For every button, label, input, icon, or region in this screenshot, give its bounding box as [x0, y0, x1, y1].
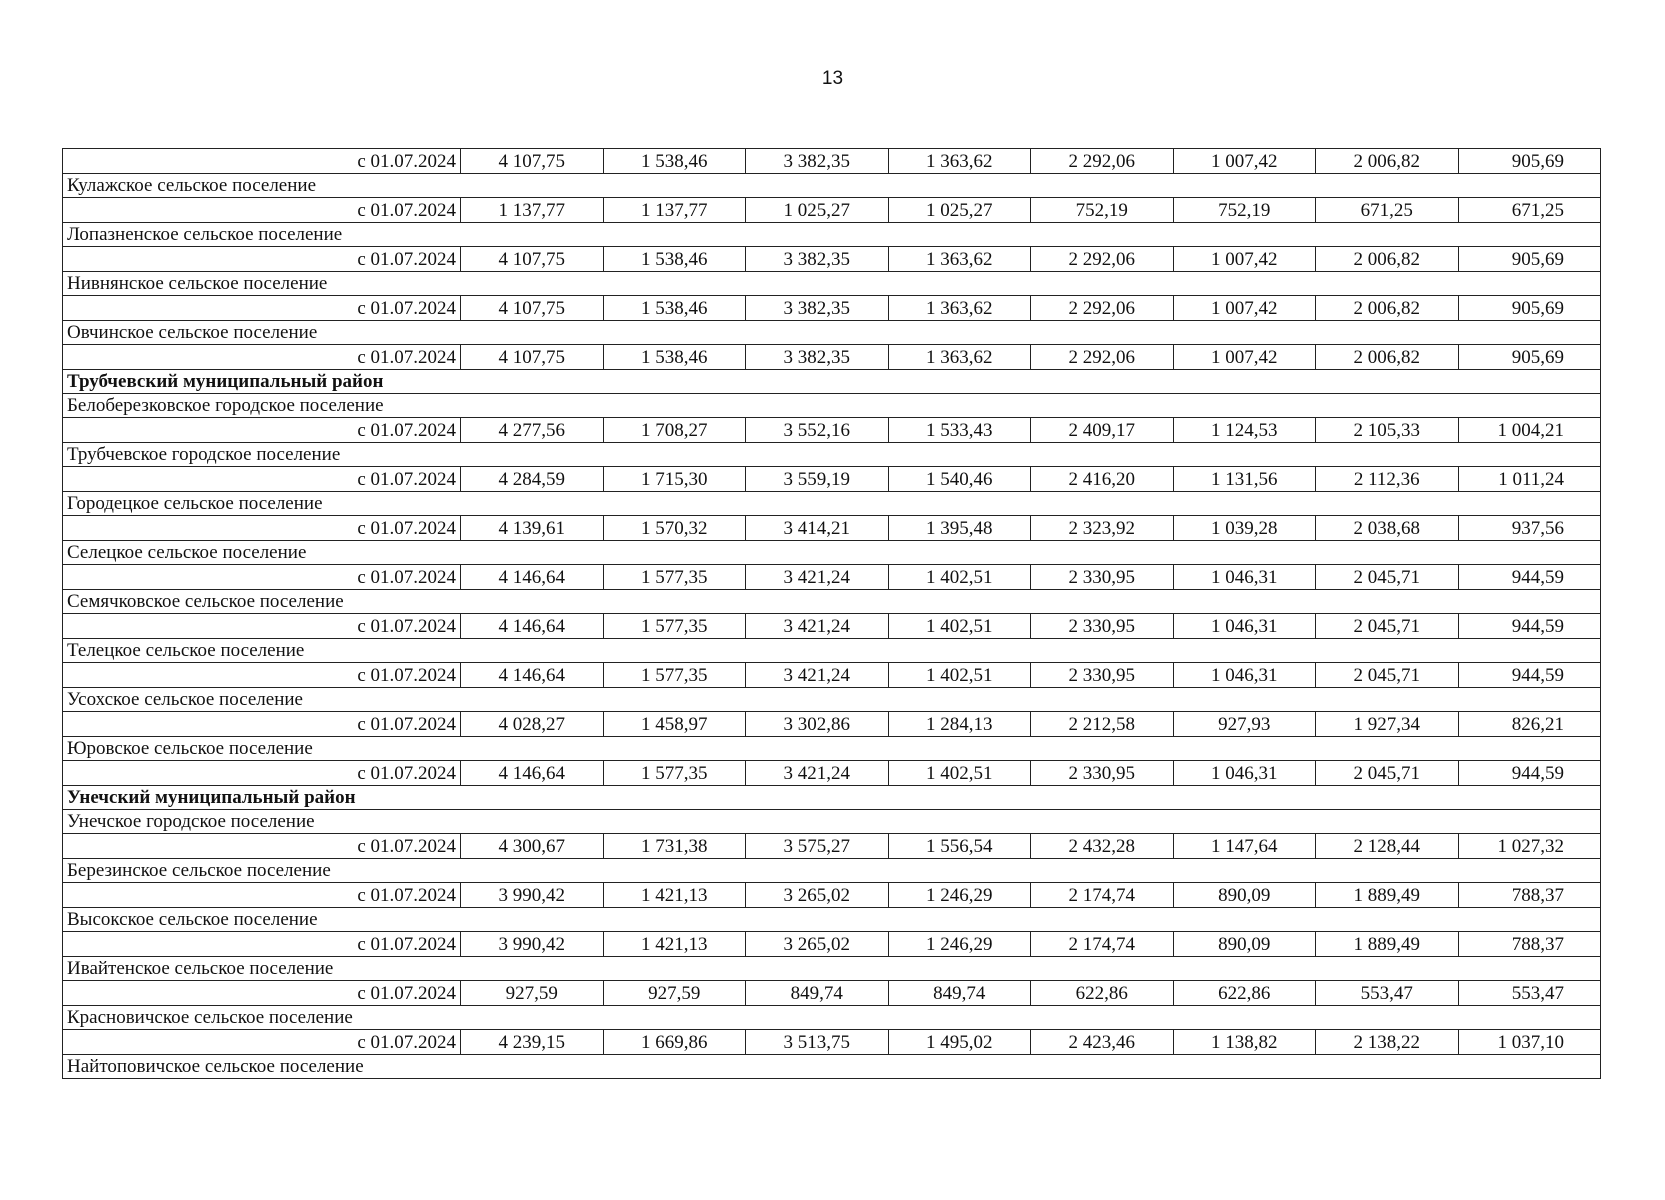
effective-date-cell: с 01.07.2024: [63, 198, 461, 223]
effective-date-cell: с 01.07.2024: [63, 981, 461, 1006]
tariff-value-cell: 1 007,42: [1173, 149, 1316, 174]
tariff-value-cell: 3 513,75: [746, 1030, 889, 1055]
tariff-value-cell: 2 292,06: [1031, 247, 1174, 272]
effective-date-cell: с 01.07.2024: [63, 149, 461, 174]
tariff-value-cell: 1 025,27: [888, 198, 1031, 223]
settlement-header-row: [63, 321, 1601, 345]
tariff-value-cell: 1 037,10: [1458, 1030, 1601, 1055]
tariff-value-cell: 2 330,95: [1031, 663, 1174, 688]
tariff-value-cell: 671,25: [1458, 198, 1601, 223]
tariff-value-cell: 1 538,46: [603, 296, 746, 321]
tariff-value-cell: 2 045,71: [1316, 663, 1459, 688]
tariff-value-cell: 4 028,27: [461, 712, 604, 737]
tariff-value-cell: 2 212,58: [1031, 712, 1174, 737]
settlement-header-row: [63, 688, 1601, 712]
table-body: [63, 149, 1601, 1079]
settlement-name: Ивайтенское сельское поселение: [63, 957, 1601, 981]
tariff-value-cell: 4 146,64: [461, 761, 604, 786]
tariff-value-cell: 1 246,29: [888, 932, 1031, 957]
tariff-value-cell: 1 137,77: [603, 198, 746, 223]
tariff-value-cell: 1 402,51: [888, 614, 1031, 639]
tariff-value-cell: 1 533,43: [888, 418, 1031, 443]
tariff-value-cell: 2 128,44: [1316, 834, 1459, 859]
tariff-value-cell: 1 046,31: [1173, 614, 1316, 639]
tariff-row: [63, 149, 1601, 174]
tariff-value-cell: 1 147,64: [1173, 834, 1316, 859]
tariff-value-cell: 1 402,51: [888, 761, 1031, 786]
tariff-value-cell: 3 990,42: [461, 932, 604, 957]
tariff-value-cell: 1 421,13: [603, 932, 746, 957]
effective-date-cell: с 01.07.2024: [63, 565, 461, 590]
settlement-name: Усохское сельское поселение: [63, 688, 1601, 712]
tariff-value-cell: 4 300,67: [461, 834, 604, 859]
tariff-value-cell: 4 146,64: [461, 663, 604, 688]
settlement-name: Лопазненское сельское поселение: [63, 223, 1601, 247]
settlement-name: Найтоповичское сельское поселение: [63, 1055, 1601, 1079]
tariff-value-cell: 1 046,31: [1173, 761, 1316, 786]
settlement-header-row: [63, 1006, 1601, 1030]
tariff-value-cell: 553,47: [1316, 981, 1459, 1006]
tariff-value-cell: 3 382,35: [746, 345, 889, 370]
tariff-value-cell: 1 046,31: [1173, 663, 1316, 688]
tariff-value-cell: 1 246,29: [888, 883, 1031, 908]
tariff-value-cell: 1 007,42: [1173, 296, 1316, 321]
tariff-value-cell: 1 538,46: [603, 247, 746, 272]
tariff-value-cell: 2 174,74: [1031, 883, 1174, 908]
tariff-value-cell: 4 107,75: [461, 345, 604, 370]
tariff-value-cell: 1 889,49: [1316, 883, 1459, 908]
settlement-name: Юровское сельское поселение: [63, 737, 1601, 761]
tariff-table: [62, 148, 1601, 1079]
tariff-value-cell: 905,69: [1458, 247, 1601, 272]
tariff-value-cell: 4 146,64: [461, 565, 604, 590]
effective-date-cell: с 01.07.2024: [63, 1030, 461, 1055]
tariff-value-cell: 2 038,68: [1316, 516, 1459, 541]
tariff-value-cell: 944,59: [1458, 761, 1601, 786]
tariff-value-cell: 1 540,46: [888, 467, 1031, 492]
settlement-name: Нивнянское сельское поселение: [63, 272, 1601, 296]
tariff-value-cell: 890,09: [1173, 932, 1316, 957]
effective-date-cell: с 01.07.2024: [63, 296, 461, 321]
settlement-header-row: [63, 859, 1601, 883]
tariff-value-cell: 2 409,17: [1031, 418, 1174, 443]
effective-date-cell: с 01.07.2024: [63, 761, 461, 786]
tariff-value-cell: 1 669,86: [603, 1030, 746, 1055]
tariff-value-cell: 3 575,27: [746, 834, 889, 859]
effective-date-cell: с 01.07.2024: [63, 247, 461, 272]
tariff-value-cell: 622,86: [1031, 981, 1174, 1006]
tariff-value-cell: 1 363,62: [888, 247, 1031, 272]
settlement-header-row: [63, 223, 1601, 247]
tariff-value-cell: 3 421,24: [746, 614, 889, 639]
tariff-value-cell: 944,59: [1458, 614, 1601, 639]
tariff-value-cell: 2 292,06: [1031, 296, 1174, 321]
tariff-value-cell: 2 330,95: [1031, 565, 1174, 590]
effective-date-cell: с 01.07.2024: [63, 663, 461, 688]
settlement-header-row: [63, 174, 1601, 198]
tariff-value-cell: 1 538,46: [603, 345, 746, 370]
tariff-row: [63, 883, 1601, 908]
settlement-header-row: [63, 908, 1601, 932]
tariff-value-cell: 905,69: [1458, 345, 1601, 370]
tariff-value-cell: 1 025,27: [746, 198, 889, 223]
tariff-value-cell: 1 138,82: [1173, 1030, 1316, 1055]
settlement-name: Высокское сельское поселение: [63, 908, 1601, 932]
district-name: Трубчевский муниципальный район: [63, 370, 1601, 394]
tariff-value-cell: 1 570,32: [603, 516, 746, 541]
tariff-value-cell: 826,21: [1458, 712, 1601, 737]
tariff-row: [63, 345, 1601, 370]
tariff-value-cell: 890,09: [1173, 883, 1316, 908]
tariff-value-cell: 2 174,74: [1031, 932, 1174, 957]
effective-date-cell: с 01.07.2024: [63, 467, 461, 492]
effective-date-cell: с 01.07.2024: [63, 345, 461, 370]
district-header-row: [63, 786, 1601, 810]
tariff-value-cell: 3 421,24: [746, 565, 889, 590]
tariff-value-cell: 1 039,28: [1173, 516, 1316, 541]
tariff-value-cell: 1 004,21: [1458, 418, 1601, 443]
tariff-row: [63, 932, 1601, 957]
tariff-value-cell: 2 323,92: [1031, 516, 1174, 541]
tariff-value-cell: 937,56: [1458, 516, 1601, 541]
settlement-name: Трубчевское городское поселение: [63, 443, 1601, 467]
tariff-value-cell: 2 045,71: [1316, 614, 1459, 639]
tariff-value-cell: 3 552,16: [746, 418, 889, 443]
tariff-value-cell: 3 421,24: [746, 761, 889, 786]
tariff-value-cell: 2 006,82: [1316, 247, 1459, 272]
settlement-name: Овчинское сельское поселение: [63, 321, 1601, 345]
tariff-value-cell: 2 006,82: [1316, 149, 1459, 174]
tariff-row: [63, 981, 1601, 1006]
settlement-name: Селецкое сельское поселение: [63, 541, 1601, 565]
settlement-name: Унечское городское поселение: [63, 810, 1601, 834]
settlement-header-row: [63, 1055, 1601, 1079]
tariff-row: [63, 663, 1601, 688]
settlement-name: Телецкое сельское поселение: [63, 639, 1601, 663]
tariff-value-cell: 927,59: [461, 981, 604, 1006]
tariff-value-cell: 1 284,13: [888, 712, 1031, 737]
tariff-value-cell: 2 006,82: [1316, 296, 1459, 321]
tariff-value-cell: 3 990,42: [461, 883, 604, 908]
tariff-value-cell: 1 927,34: [1316, 712, 1459, 737]
tariff-value-cell: 905,69: [1458, 149, 1601, 174]
effective-date-cell: с 01.07.2024: [63, 932, 461, 957]
tariff-value-cell: 944,59: [1458, 565, 1601, 590]
tariff-value-cell: 1 538,46: [603, 149, 746, 174]
tariff-value-cell: 2 138,22: [1316, 1030, 1459, 1055]
tariff-value-cell: 622,86: [1173, 981, 1316, 1006]
effective-date-cell: с 01.07.2024: [63, 712, 461, 737]
settlement-header-row: [63, 737, 1601, 761]
tariff-value-cell: 1 046,31: [1173, 565, 1316, 590]
tariff-value-cell: 3 302,86: [746, 712, 889, 737]
effective-date-cell: с 01.07.2024: [63, 834, 461, 859]
tariff-value-cell: 1 577,35: [603, 761, 746, 786]
tariff-value-cell: 3 414,21: [746, 516, 889, 541]
tariff-row: [63, 834, 1601, 859]
tariff-row: [63, 565, 1601, 590]
tariff-value-cell: 1 363,62: [888, 149, 1031, 174]
tariff-value-cell: 1 027,32: [1458, 834, 1601, 859]
settlement-header-row: [63, 272, 1601, 296]
tariff-row: [63, 467, 1601, 492]
tariff-value-cell: 553,47: [1458, 981, 1601, 1006]
effective-date-cell: с 01.07.2024: [63, 418, 461, 443]
tariff-value-cell: 927,59: [603, 981, 746, 1006]
tariff-value-cell: 4 107,75: [461, 296, 604, 321]
tariff-value-cell: 752,19: [1173, 198, 1316, 223]
tariff-value-cell: 3 265,02: [746, 932, 889, 957]
tariff-value-cell: 2 045,71: [1316, 565, 1459, 590]
tariff-value-cell: 4 239,15: [461, 1030, 604, 1055]
tariff-row: [63, 247, 1601, 272]
tariff-value-cell: 927,93: [1173, 712, 1316, 737]
settlement-name: Березинское сельское поселение: [63, 859, 1601, 883]
tariff-value-cell: 1 577,35: [603, 663, 746, 688]
tariff-row: [63, 761, 1601, 786]
tariff-value-cell: 1 011,24: [1458, 467, 1601, 492]
tariff-value-cell: 2 292,06: [1031, 149, 1174, 174]
settlement-name: Городецкое сельское поселение: [63, 492, 1601, 516]
tariff-value-cell: 944,59: [1458, 663, 1601, 688]
tariff-value-cell: 1 007,42: [1173, 345, 1316, 370]
page-number: 13: [821, 68, 844, 89]
settlement-header-row: [63, 590, 1601, 614]
tariff-value-cell: 1 402,51: [888, 663, 1031, 688]
tariff-row: [63, 418, 1601, 443]
tariff-value-cell: 1 577,35: [603, 565, 746, 590]
tariff-value-cell: 3 382,35: [746, 149, 889, 174]
tariff-value-cell: 1 007,42: [1173, 247, 1316, 272]
tariff-row: [63, 614, 1601, 639]
tariff-value-cell: 4 277,56: [461, 418, 604, 443]
tariff-value-cell: 1 124,53: [1173, 418, 1316, 443]
tariff-value-cell: 1 708,27: [603, 418, 746, 443]
tariff-value-cell: 1 889,49: [1316, 932, 1459, 957]
tariff-value-cell: 3 421,24: [746, 663, 889, 688]
tariff-value-cell: 2 045,71: [1316, 761, 1459, 786]
tariff-value-cell: 2 105,33: [1316, 418, 1459, 443]
tariff-value-cell: 2 416,20: [1031, 467, 1174, 492]
settlement-header-row: [63, 394, 1601, 418]
tariff-value-cell: 1 458,97: [603, 712, 746, 737]
tariff-value-cell: 1 363,62: [888, 345, 1031, 370]
tariff-value-cell: 2 423,46: [1031, 1030, 1174, 1055]
settlement-header-row: [63, 810, 1601, 834]
effective-date-cell: с 01.07.2024: [63, 614, 461, 639]
tariff-value-cell: 1 577,35: [603, 614, 746, 639]
tariff-value-cell: 3 265,02: [746, 883, 889, 908]
tariff-value-cell: 4 284,59: [461, 467, 604, 492]
tariff-value-cell: 1 363,62: [888, 296, 1031, 321]
effective-date-cell: с 01.07.2024: [63, 516, 461, 541]
tariff-value-cell: 1 395,48: [888, 516, 1031, 541]
tariff-value-cell: 1 137,77: [461, 198, 604, 223]
settlement-header-row: [63, 957, 1601, 981]
tariff-value-cell: 2 330,95: [1031, 761, 1174, 786]
tariff-value-cell: 1 556,54: [888, 834, 1031, 859]
tariff-value-cell: 3 382,35: [746, 296, 889, 321]
tariff-value-cell: 1 131,56: [1173, 467, 1316, 492]
tariff-value-cell: 2 112,36: [1316, 467, 1459, 492]
settlement-header-row: [63, 639, 1601, 663]
tariff-value-cell: 1 402,51: [888, 565, 1031, 590]
tariff-value-cell: 1 715,30: [603, 467, 746, 492]
settlement-header-row: [63, 492, 1601, 516]
tariff-value-cell: 3 559,19: [746, 467, 889, 492]
tariff-value-cell: 671,25: [1316, 198, 1459, 223]
tariff-row: [63, 296, 1601, 321]
tariff-value-cell: 905,69: [1458, 296, 1601, 321]
tariff-value-cell: 4 146,64: [461, 614, 604, 639]
tariff-value-cell: 1 495,02: [888, 1030, 1031, 1055]
tariff-row: [63, 712, 1601, 737]
district-name: Унечский муниципальный район: [63, 786, 1601, 810]
effective-date-cell: с 01.07.2024: [63, 883, 461, 908]
tariff-row: [63, 198, 1601, 223]
settlement-name: Семячковское сельское поселение: [63, 590, 1601, 614]
settlement-name: Красновичское сельское поселение: [63, 1006, 1601, 1030]
tariff-value-cell: 849,74: [746, 981, 889, 1006]
tariff-row: [63, 1030, 1601, 1055]
tariff-value-cell: 4 107,75: [461, 247, 604, 272]
settlement-header-row: [63, 443, 1601, 467]
tariff-value-cell: 2 006,82: [1316, 345, 1459, 370]
tariff-value-cell: 2 292,06: [1031, 345, 1174, 370]
tariff-value-cell: 2 432,28: [1031, 834, 1174, 859]
tariff-value-cell: 4 107,75: [461, 149, 604, 174]
tariff-value-cell: 849,74: [888, 981, 1031, 1006]
tariff-value-cell: 788,37: [1458, 932, 1601, 957]
tariff-value-cell: 3 382,35: [746, 247, 889, 272]
tariff-value-cell: 2 330,95: [1031, 614, 1174, 639]
settlement-name: Белоберезковское городское поселение: [63, 394, 1601, 418]
tariff-row: [63, 516, 1601, 541]
settlement-name: Кулажское сельское поселение: [63, 174, 1601, 198]
tariff-value-cell: 4 139,61: [461, 516, 604, 541]
district-header-row: [63, 370, 1601, 394]
settlement-header-row: [63, 541, 1601, 565]
tariff-value-cell: 1 731,38: [603, 834, 746, 859]
tariff-value-cell: 752,19: [1031, 198, 1174, 223]
tariff-value-cell: 788,37: [1458, 883, 1601, 908]
tariff-value-cell: 1 421,13: [603, 883, 746, 908]
